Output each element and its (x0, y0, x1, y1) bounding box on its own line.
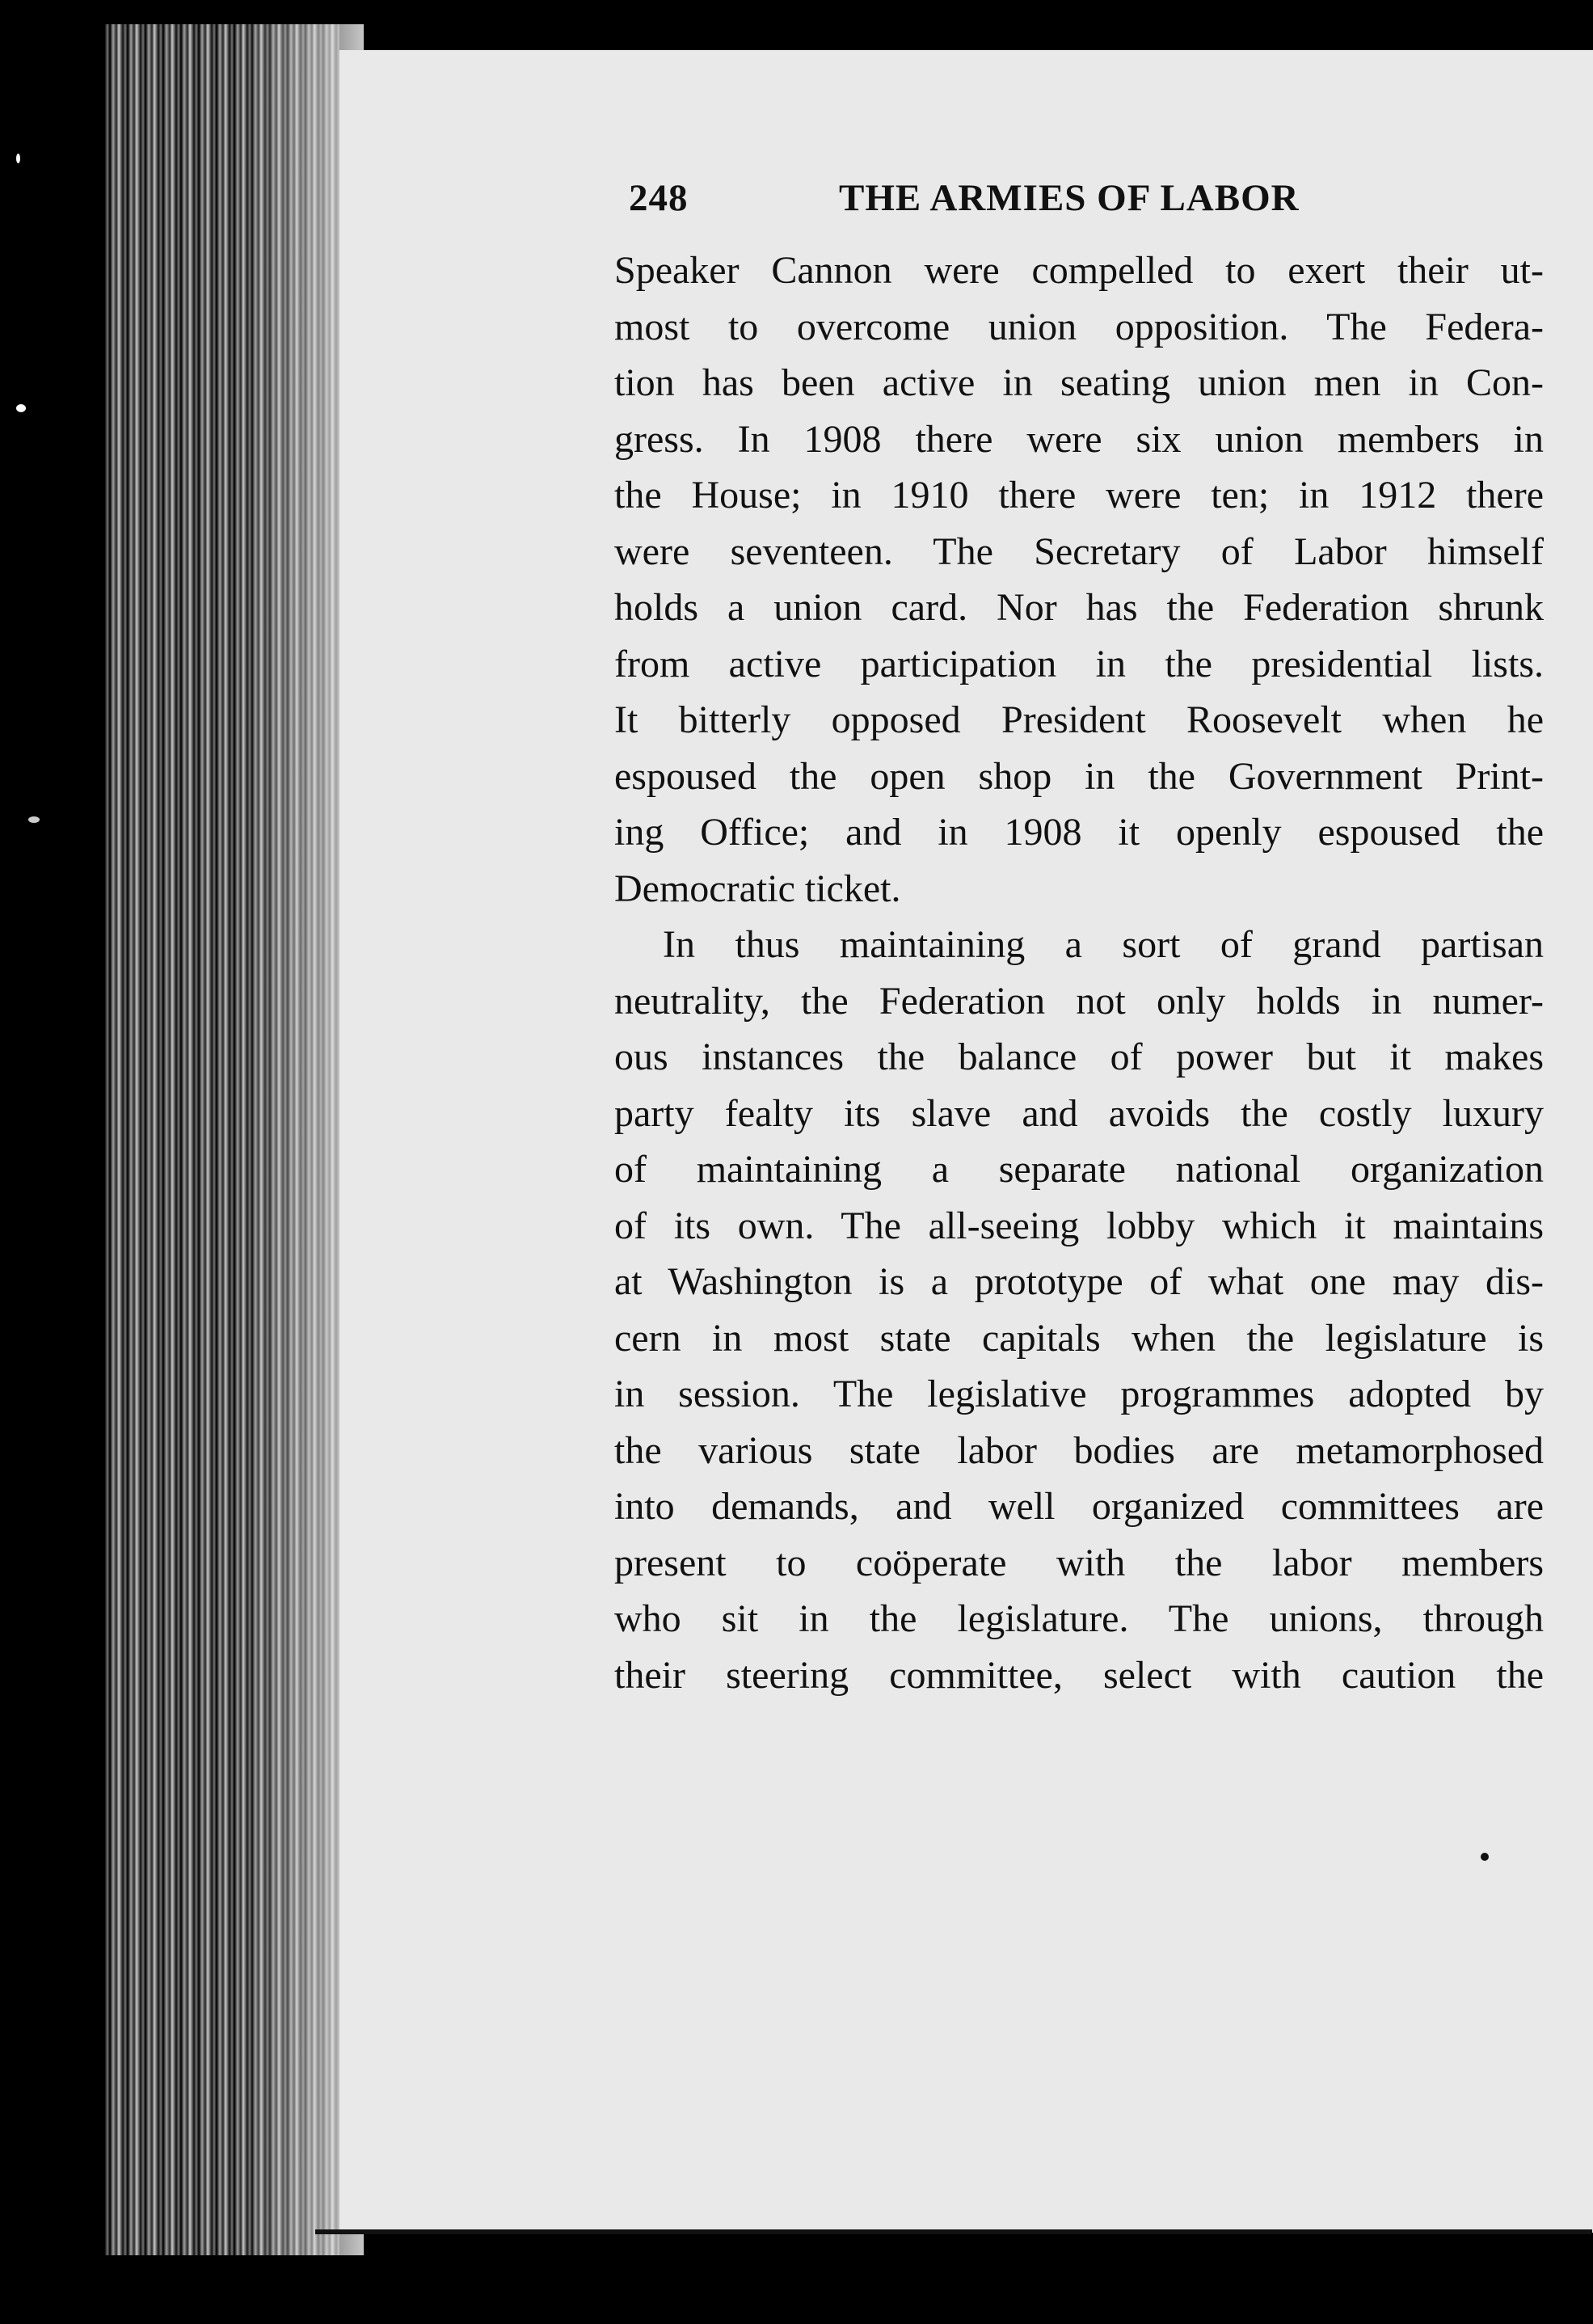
running-title: THE ARMIES OF LABOR (839, 177, 1300, 219)
text-line: gress. In 1908 there were six union members in (614, 417, 1544, 461)
scan-speck (16, 154, 20, 163)
text-line: in session. The legislative programmes adopted by (614, 1373, 1544, 1415)
text-line: ous instances the balance of power but it makes (614, 1035, 1544, 1078)
text-line: It bitterly opposed President Roosevelt when he (614, 698, 1544, 741)
text-line: at Washington is a prototype of what one may dis- (614, 1260, 1544, 1303)
text-line: Democratic ticket. (614, 867, 901, 910)
text-line: of maintaining a separate national organization (614, 1148, 1544, 1191)
text-line: Speaker Cannon were compelled to exert their ut- (614, 249, 1544, 292)
text-line: the House; in 1910 there were ten; in 1912 there (614, 474, 1544, 517)
text-line: into demands, and well organized committees are (614, 1485, 1544, 1528)
text-line: holds a union card. Nor has the Federation shrunk (614, 586, 1544, 629)
text-line: of its own. The all-seeing lobby which it maintains (614, 1204, 1544, 1247)
scan-speck (28, 816, 40, 823)
text-line: cern in most state capitals when the legislature is (614, 1316, 1544, 1360)
text-line: from active participation in the presidential lists. (614, 642, 1544, 685)
text-line: present to coöperate with the labor members (614, 1541, 1544, 1584)
text-line: the various state labor bodies are metamorphosed (614, 1428, 1544, 1472)
text-line: tion has been active in seating union men in Con- (614, 361, 1544, 404)
text-line: In thus maintaining a sort of grand partisan (663, 923, 1544, 966)
text-line: espoused the open shop in the Government Print- (614, 754, 1544, 798)
body-text (614, 243, 1544, 1703)
text-line: most to overcome union opposition. The Federa- (614, 305, 1544, 348)
page-bottom-edge (315, 2229, 1592, 2234)
text-line: their steering committee, select with caution the (614, 1653, 1544, 1697)
text-line: party fealty its slave and avoids the costly luxury (614, 1091, 1544, 1135)
text-line: ing Office; and in 1908 it openly espoused the (614, 811, 1544, 854)
running-head (629, 176, 1518, 233)
text-line: neutrality, the Federation not only holds in numer- (614, 979, 1544, 1023)
scan-speck (16, 404, 26, 412)
page-gutter-shadow (242, 24, 364, 2255)
ink-speck (1481, 1853, 1489, 1861)
text-line: were seventeen. The Secretary of Labor himself (614, 529, 1544, 573)
page-number: 248 (629, 177, 689, 219)
text-line: who sit in the legislature. The unions, through (614, 1597, 1544, 1640)
